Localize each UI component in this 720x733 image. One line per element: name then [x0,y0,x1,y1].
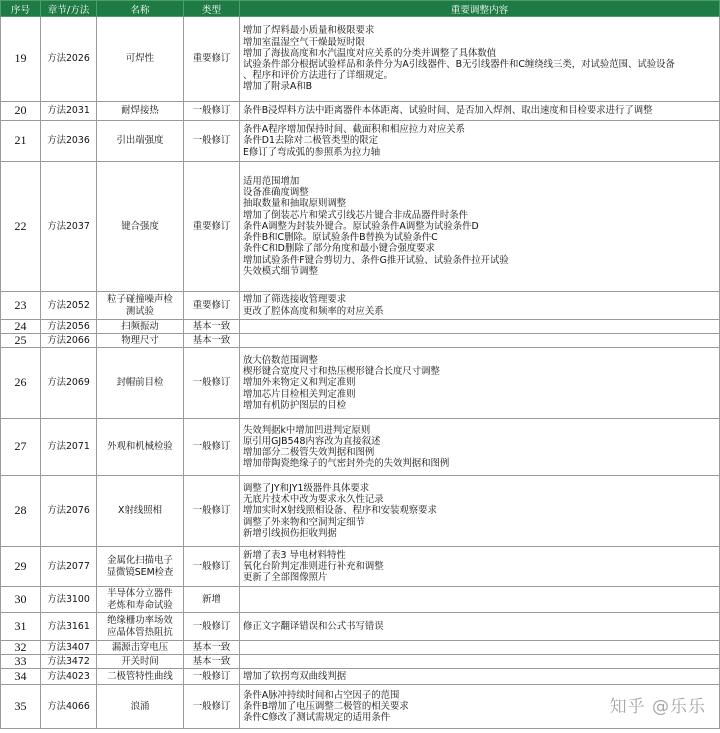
table-row [1,121,720,162]
content-line: 增加实时X射线照相设备、程序和安装观察要求 [243,505,437,517]
content-line: 适用范围增加 [243,176,300,188]
content-line: 增加带陶瓷绝缘子的气密封外壳的失效判据和图例 [243,458,450,470]
row-type: 基本一致 [184,334,240,348]
table-row [1,655,720,669]
row-number: 34 [1,669,41,685]
row-type: 重要修订 [184,17,240,102]
row-name [97,102,184,121]
row-chapter: 方法2052 [41,292,97,320]
content-line: 无底片技术中改为要求永久性记录 [243,494,384,506]
row-name-line: 外观和机械检验 [107,441,173,453]
header-no: 序号 [1,1,41,17]
content-line: 条件B和C删除。原试验条件B替换为试验条件C [243,232,438,244]
table-row [1,419,720,476]
content-line: 增加试验条件F键合剪切力、条件G推开试验、试验条件拉开试验 [243,254,509,266]
row-name-line: 扫频振动 [121,320,159,332]
row-name-line: 引出端强度 [116,135,164,147]
content-line: 条件B浸焊料方法中距离器件本体距离、试验时间、是否加入焊剂、取出速度和目检要求进行了调整 [243,105,653,117]
row-name [97,613,184,641]
row-content [240,419,720,476]
content-line: 增加室温湿空气干燥最短时限 [243,36,365,48]
row-content [240,162,720,292]
table-row [1,587,720,613]
row-chapter: 方法4066 [41,685,97,729]
row-name-line: 物理尺寸 [121,334,159,346]
row-name [97,334,184,348]
content-line: 更新了全部图像照片 [243,572,328,584]
row-name [97,669,184,685]
row-type: 基本一致 [184,320,240,334]
row-type: 一般修订 [184,613,240,641]
content-line: 更改了腔体高度和频率的对应关系 [243,305,384,317]
table-row [1,547,720,587]
row-number: 21 [1,121,41,162]
row-name [97,641,184,655]
content-line: 增加了软拐弯双曲线判据 [243,670,347,682]
content-line: 氧化台阶判定准则进行补充和调整 [243,560,384,572]
row-name [97,121,184,162]
row-chapter: 方法2069 [41,348,97,419]
row-number: 28 [1,476,41,547]
header-chapter: 章节/方法 [41,1,97,17]
content-line: 增加了筛选接收管理要求 [243,294,347,306]
row-name [97,419,184,476]
row-name-line: 封帽前目检 [116,377,164,389]
table-row [1,641,720,655]
row-type: 一般修订 [184,547,240,587]
row-number: 30 [1,587,41,613]
content-line: 增加了海拔高度和水汽温度对应关系的分类并调整了具体数值 [243,47,497,59]
table-row [1,348,720,419]
row-name [97,17,184,102]
row-name-line: 耐焊接热 [121,105,159,117]
row-number: 33 [1,655,41,669]
row-number: 32 [1,641,41,655]
row-chapter: 方法2056 [41,320,97,334]
row-name-line: 浪涌 [130,700,150,712]
row-chapter: 方法2077 [41,547,97,587]
table-row [1,613,720,641]
row-number: 31 [1,613,41,641]
row-name [97,587,184,613]
content-line: 增加了焊料最小质量和极限要求 [243,25,375,37]
row-chapter: 方法2026 [41,17,97,102]
row-type: 重要修订 [184,292,240,320]
row-chapter: 方法3407 [41,641,97,655]
row-name-line: 老炼和寿命试验 [107,599,173,611]
row-number: 20 [1,102,41,121]
row-chapter: 方法2066 [41,334,97,348]
table-row [1,17,720,102]
row-name-line: 可焊性 [125,53,155,65]
row-number: 26 [1,348,41,419]
content-line: 条件A程序增加保持时间、截面积和相应拉力对应关系 [243,124,466,136]
content-line: 试验条件部分根据试验样品和条件分为A引线器件、B无引线器件和C缠绕线三类，对试验范围、试验设备 [243,59,675,70]
row-name-line: 漏源击穿电压 [111,641,169,653]
row-number: 19 [1,17,41,102]
row-name [97,292,184,320]
content-line: 增加了附录A和B [243,81,313,93]
row-type: 基本一致 [184,641,240,655]
row-content [240,587,720,613]
row-name [97,547,184,587]
row-name-line: 应晶体管热阻抗 [107,626,173,638]
content-line: 条件C和D删除了部分角度和最小键合强度要求 [243,243,435,255]
row-type: 一般修订 [184,348,240,419]
header-content: 重要调整内容 [240,1,720,17]
row-chapter: 方法2076 [41,476,97,547]
row-type: 一般修订 [184,669,240,685]
row-content [240,102,720,121]
row-type: 新增 [184,587,240,613]
table-body [1,17,720,729]
row-number: 35 [1,685,41,729]
table-row [1,669,720,685]
table-row [1,476,720,547]
content-line: 原引用GJB548内容改为直接叙述 [243,435,381,447]
row-content [240,641,720,655]
row-content [240,547,720,587]
row-content [240,348,720,419]
row-name-line: 半导体分立器件 [107,588,173,600]
row-chapter: 方法2031 [41,102,97,121]
row-name [97,348,184,419]
table-row [1,102,720,121]
row-name-line: 测试验 [125,305,155,317]
content-line: 楔形键合宽度尺寸和热压楔形键合长度尺寸调整 [243,366,440,378]
row-name [97,162,184,292]
watermark: 知乎 @乐乐 [609,697,706,717]
content-line: 抽取数量和抽取原则调整 [243,198,347,210]
row-name [97,476,184,547]
row-chapter: 方法4023 [41,669,97,685]
table-row [1,320,720,334]
row-content [240,320,720,334]
row-chapter: 方法3161 [41,613,97,641]
row-name-line: 显微镜SEM检查 [106,566,174,578]
row-number: 29 [1,547,41,587]
table-header-row [1,1,720,17]
content-line: 条件C修改了测试需规定的适用条件 [243,712,391,724]
header-name: 名称 [97,1,184,17]
row-name-line: X射线照相 [118,505,162,517]
content-line: 新增了表3 导电材料特性 [243,549,346,561]
content-line: 增加了倒装芯片和梁式引线芯片键合非成品器件时条件 [243,209,469,221]
content-line: 增加部分二极管失效判据和图例 [243,447,375,458]
content-line: 放大倍数范围调整 [243,354,319,366]
row-number: 27 [1,419,41,476]
row-name [97,320,184,334]
content-line: 增加芯片目检相关判定准则 [243,388,356,400]
row-type: 基本一致 [184,655,240,669]
row-type: 一般修订 [184,685,240,729]
row-number: 23 [1,292,41,320]
row-name-line: 二极管特性曲线 [107,670,173,682]
content-line: 新增引线损伤拒收判据 [243,527,337,539]
row-content [240,17,720,102]
row-chapter: 方法2037 [41,162,97,292]
row-name [97,655,184,669]
content-line: 失效模式细节调整 [243,265,319,277]
content-line: 调整了JY和JY1级器件具体要求 [243,482,370,494]
header-type: 类型 [184,1,240,17]
row-name [97,685,184,729]
row-content [240,292,720,320]
row-content [240,334,720,348]
row-chapter: 方法3472 [41,655,97,669]
table-row [1,162,720,292]
row-type: 一般修订 [184,121,240,162]
content-line: 条件A调整为封装外键合。原试验条件A调整为试验条件D [243,220,479,232]
row-type: 一般修订 [184,102,240,121]
content-line: 调整了外来物和空洞判定细节 [243,516,365,528]
row-content [240,613,720,641]
row-content [240,121,720,162]
row-type: 重要修订 [184,162,240,292]
content-line: 修正文字翻译错误和公式书写错误 [243,620,384,632]
row-chapter: 方法3100 [41,587,97,613]
content-line: 失效判据k中增加凹进判定原则 [243,424,371,436]
content-line: 增加有机防护图层的目检 [243,399,347,411]
row-name-line: 金属化扫描电子 [107,555,173,567]
content-line: E修订了弯成弧的参照系为拉力轴 [243,146,381,158]
content-line: 条件B增加了电压调整二极管的相关要求 [243,700,409,712]
table-row [1,292,720,320]
content-line: 设备准确度调整 [243,187,309,199]
row-name-line: 绝缘栅功率场效 [107,615,173,627]
row-type: 一般修订 [184,419,240,476]
content-line: 条件D1去除对二极管类型的限定 [243,135,379,147]
row-name-line: 粒子碰撞噪声检 [107,294,173,306]
content-line: 、程序和评价方法进行了详细规定。 [243,70,394,82]
row-type: 一般修订 [184,476,240,547]
row-chapter: 方法2071 [41,419,97,476]
row-number: 24 [1,320,41,334]
content-line: 增加外来物定义和判定准则 [243,377,356,389]
row-chapter: 方法2036 [41,121,97,162]
row-name-line: 开关时间 [121,655,159,667]
content-line: 条件A脉冲持续时间和占空因子的范围 [243,689,400,701]
row-content [240,476,720,547]
row-name-line: 键合强度 [121,220,159,232]
row-content [240,669,720,685]
row-number: 22 [1,162,41,292]
row-number: 25 [1,334,41,348]
row-content [240,655,720,669]
table-row [1,334,720,348]
